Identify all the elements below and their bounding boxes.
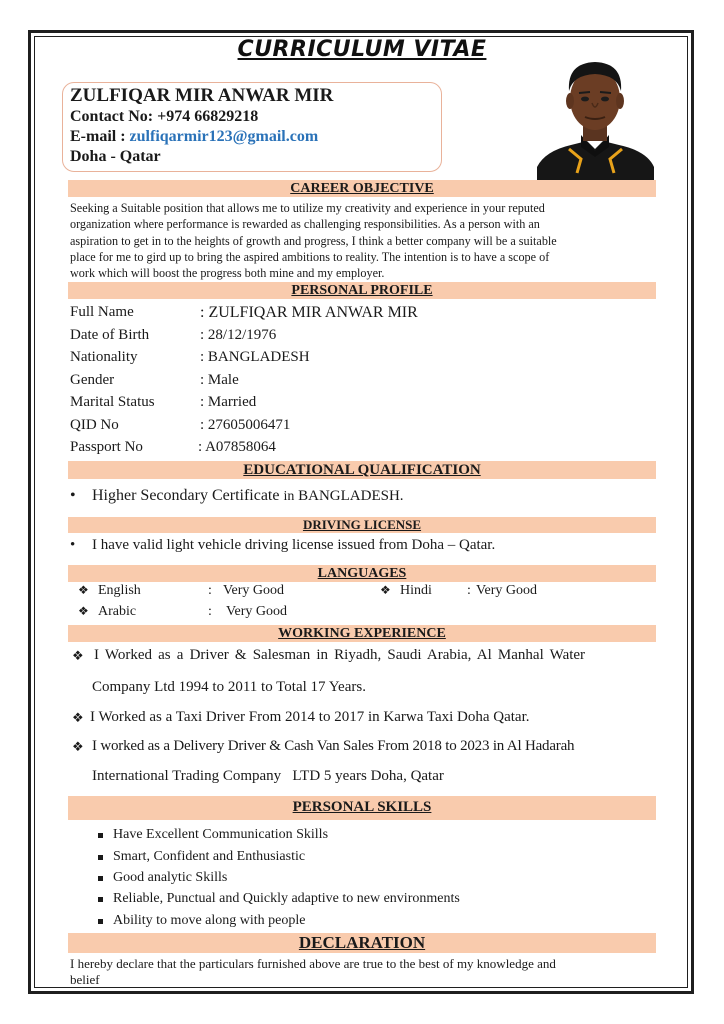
- square-bullet-icon: [98, 833, 103, 838]
- language-level: Very Good: [226, 604, 288, 619]
- section-header-declaration: DECLARATION: [68, 933, 656, 953]
- language-sep: :: [208, 604, 212, 619]
- profile-label: Marital Status: [70, 394, 155, 410]
- profile-label: Full Name: [70, 304, 134, 320]
- section-header-languages: LANGUAGES: [68, 565, 656, 582]
- experience-text: I Worked as a Driver & Salesman in Riyadh, Saudi Arabia, Al Manhal Water: [94, 647, 586, 663]
- bullet-dot-icon: •: [70, 537, 76, 553]
- declaration-paragraph: [70, 956, 654, 988]
- experience-text: I Worked as a Taxi Driver From 2014 to 2017 in Karwa Taxi Doha Qatar.: [90, 709, 530, 725]
- profile-value: : Married: [200, 394, 257, 410]
- language-sep: :: [467, 583, 471, 598]
- experience-continuation: Company Ltd 1994 to 2011 to Total 17 Years.: [92, 679, 366, 695]
- declaration-line: belief: [70, 972, 100, 987]
- applicant-name: ZULFIQAR MIR ANWAR MIR: [70, 85, 334, 106]
- career-line: organization where performance is rewarded as challenging responsibilities. As a person with an: [70, 217, 540, 232]
- section-header-driving-license: DRIVING LICENSE: [68, 517, 656, 533]
- experience-text: I worked as a Delivery Driver & Cash Van Sales From 2018 to 2023 in Al Hadarah: [92, 738, 575, 754]
- section-header-education: EDUCATIONAL QUALIFICATION: [68, 461, 656, 479]
- language-name: Hindi: [400, 583, 432, 598]
- profile-label: Nationality: [70, 349, 138, 365]
- education-country: BANGLADESH.: [294, 488, 404, 504]
- skill-item: Have Excellent Communication Skills: [113, 827, 329, 842]
- profile-photo: [537, 55, 654, 194]
- cv-title: CURRICULUM VITAE: [237, 37, 487, 62]
- career-line: work which will boost the progress both mine and my employer.: [70, 266, 385, 281]
- profile-value: : A07858064: [198, 439, 276, 455]
- career-line: place for me to gird up to bring the aspired ambitions to reality. The intention is to have a scope of: [70, 249, 550, 264]
- diamond-bullet-icon: ❖: [72, 648, 84, 663]
- profile-label: QID No: [70, 417, 119, 433]
- skill-item: Smart, Confident and Enthusiastic: [113, 849, 306, 864]
- diamond-bullet-icon: ❖: [78, 583, 89, 597]
- section-header-working-experience: WORKING EXPERIENCE: [68, 625, 656, 642]
- contact-email: [70, 128, 318, 146]
- section-header-career-objective: CAREER OBJECTIVE: [68, 180, 656, 197]
- education-in: in: [283, 489, 295, 504]
- portrait-illustration: [537, 55, 654, 194]
- square-bullet-icon: [98, 855, 103, 860]
- profile-label: Gender: [70, 372, 115, 388]
- skill-item: Reliable, Punctual and Quickly adaptive to new environments: [113, 891, 460, 906]
- profile-value: : Male: [200, 372, 239, 388]
- career-line: Seeking a Suitable position that allows me to utilize my creativity and experience in your reputed: [70, 201, 545, 215]
- driving-text: I have valid light vehicle driving license issued from Doha – Qatar.: [92, 537, 496, 553]
- language-name: English: [98, 583, 141, 598]
- contact-phone: Contact No: +974 66829218: [70, 108, 259, 125]
- profile-value: : BANGLADESH: [200, 349, 310, 365]
- square-bullet-icon: [98, 897, 103, 902]
- profile-label: Passport No: [70, 439, 143, 455]
- profile-value: : ZULFIQAR MIR ANWAR MIR: [200, 304, 418, 321]
- email-label: E-mail :: [70, 128, 130, 145]
- language-level: Very Good: [476, 583, 538, 598]
- diamond-bullet-icon: ❖: [72, 710, 84, 725]
- profile-value: : 27605006471: [200, 417, 291, 433]
- language-level: Very Good: [223, 583, 285, 598]
- profile-value: : 28/12/1976: [200, 327, 277, 343]
- education-certificate: Higher Secondary Certificate: [92, 487, 284, 504]
- diamond-bullet-icon: ❖: [72, 739, 84, 754]
- section-header-personal-profile: PERSONAL PROFILE: [68, 282, 656, 299]
- email-link[interactable]: zulfiqarmir123@gmail.com: [129, 128, 319, 145]
- diamond-bullet-icon: ❖: [380, 583, 391, 597]
- education-text: [92, 487, 404, 505]
- skill-item: Ability to move along with people: [113, 913, 306, 928]
- language-sep: :: [208, 583, 212, 598]
- declaration-line: I hereby declare that the particulars furnished above are true to the best of my knowledge and: [70, 956, 556, 971]
- bullet-dot-icon: •: [70, 487, 76, 504]
- language-name: Arabic: [98, 604, 137, 619]
- career-objective-paragraph: [70, 200, 654, 281]
- career-line: aspiration to get in to the heights of growth and progress, I think a better company will be a suitable: [70, 233, 557, 248]
- experience-continuation: International Trading Company LTD 5 years Doha, Qatar: [92, 768, 444, 784]
- square-bullet-icon: [98, 919, 103, 924]
- section-header-personal-skills: PERSONAL SKILLS: [68, 796, 656, 820]
- profile-label: Date of Birth: [70, 327, 150, 343]
- contact-city: Doha - Qatar: [70, 148, 161, 165]
- square-bullet-icon: [98, 876, 103, 881]
- skill-item: Good analytic Skills: [113, 870, 228, 885]
- diamond-bullet-icon: ❖: [78, 604, 89, 618]
